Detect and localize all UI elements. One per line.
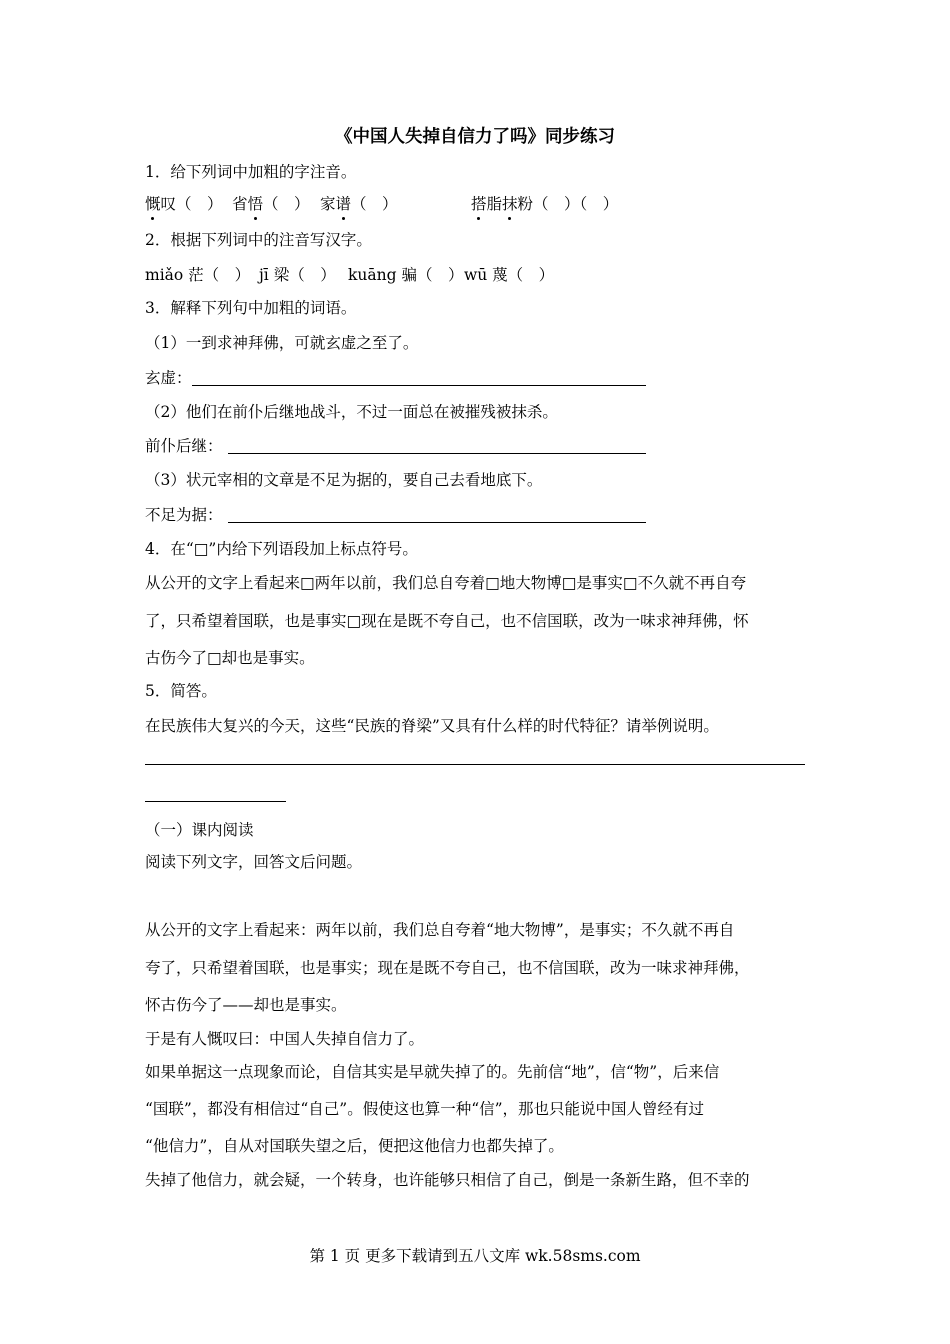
q1-items bbox=[145, 194, 845, 218]
reading-instruction: 阅读下列文字，回答文后问题。 bbox=[145, 853, 363, 871]
document-title: 《中国人失掉自信力了吗》同步练习 bbox=[335, 127, 615, 147]
answer-blank bbox=[228, 453, 646, 454]
q1-item-2: 省悟（ ） bbox=[232, 195, 310, 213]
q2-item: kuāng 骗（ ） bbox=[348, 266, 464, 284]
q3-term-2: 前仆后继： bbox=[145, 437, 223, 455]
q1-item-3: 家谱（ ） bbox=[320, 195, 398, 213]
q3-label: 3．解释下列句中加粗的词语。 bbox=[145, 299, 357, 317]
reading-section-title: （一）课内阅读 bbox=[145, 821, 254, 839]
q3-sentence-3: （3）状元宰相的文章是不足为据的，要自己去看地底下。 bbox=[145, 471, 543, 489]
q3-term-1: 玄虚： bbox=[145, 369, 192, 387]
reading-paragraph-line: “国联”，都没有相信过“自己”。假使这也算一种“信”，那也只能说中国人曾经有过 bbox=[145, 1100, 705, 1118]
q2-label: 2．根据下列词中的注音写汉字。 bbox=[145, 231, 372, 249]
q2-item: wū 蔑（ ） bbox=[464, 266, 555, 284]
reading-paragraph-line: 从公开的文字上看起来：两年以前，我们总自夸着“地大物博”，是事实；不久就不再自 bbox=[145, 921, 735, 939]
q4-passage-line: 古伤今了□却也是事实。 bbox=[145, 649, 315, 667]
answer-blank bbox=[192, 385, 646, 386]
q5-question: 在民族伟大复兴的今天，这些“民族的脊梁”又具有什么样的时代特征？请举例说明。 bbox=[145, 717, 719, 735]
reading-paragraph-line: 如果单据这一点现象而论，自信其实是早就失掉了的。先前信“地”，信“物”，后来信 bbox=[145, 1063, 720, 1081]
emphasis-char: 谱 bbox=[335, 195, 352, 213]
q1-item-4: 搭脂抹粉（ ）（ ） bbox=[471, 195, 619, 213]
q3-sentence-2: （2）他们在前仆后继地战斗，不过一面总在被摧残被抹杀。 bbox=[145, 403, 558, 421]
q3-term-3: 不足为据： bbox=[145, 506, 223, 524]
answer-blank bbox=[145, 801, 286, 802]
emphasis-char: 抹 bbox=[502, 195, 518, 213]
reading-paragraph-line: 夸了，只希望着国联，也是事实；现在是既不夸自己，也不信国联，改为一味求神拜佛， bbox=[145, 959, 750, 977]
q4-passage-line: 从公开的文字上看起来□两年以前，我们总自夸着□地大物博□是事实□不久就不再自夸 bbox=[145, 574, 747, 592]
emphasis-char: 悟 bbox=[247, 195, 264, 213]
reading-paragraph: 于是有人慨叹曰：中国人失掉自信力了。 bbox=[145, 1030, 425, 1048]
q4-label: 4．在“□”内给下列语段加上标点符号。 bbox=[145, 540, 418, 558]
q1-label: 1．给下列词中加粗的字注音。 bbox=[145, 163, 357, 181]
q5-label: 5．简答。 bbox=[145, 682, 217, 700]
emphasis-char: 慨 bbox=[145, 195, 161, 213]
q2-items bbox=[145, 265, 745, 287]
q2-item: miǎo 茫（ ） bbox=[145, 266, 251, 284]
q3-sentence-1: （1）一到求神拜佛，可就玄虚之至了。 bbox=[145, 334, 419, 352]
reading-paragraph-line: 失掉了他信力，就会疑，一个转身，也许能够只相信了自己，倒是一条新生路，但不幸的 bbox=[145, 1171, 750, 1189]
page-footer: 第 1 页 更多下载请到五八文库 wk.58sms.com bbox=[309, 1247, 641, 1265]
reading-paragraph-line: “他信力”，自从对国联失望之后，便把这他信力也都失掉了。 bbox=[145, 1137, 564, 1155]
emphasis-char: 搭 bbox=[471, 195, 487, 213]
reading-paragraph-line: 怀古伤今了——却也是事实。 bbox=[145, 996, 347, 1014]
q2-item: jī 梁（ ） bbox=[259, 266, 336, 284]
q1-item-1: 慨叹（ ） bbox=[145, 195, 223, 213]
answer-blank bbox=[145, 764, 805, 765]
answer-blank bbox=[228, 522, 646, 523]
q4-passage-line: 了，只希望着国联，也是事实□现在是既不夸自己，也不信国联，改为一味求神拜佛，怀 bbox=[145, 612, 749, 630]
